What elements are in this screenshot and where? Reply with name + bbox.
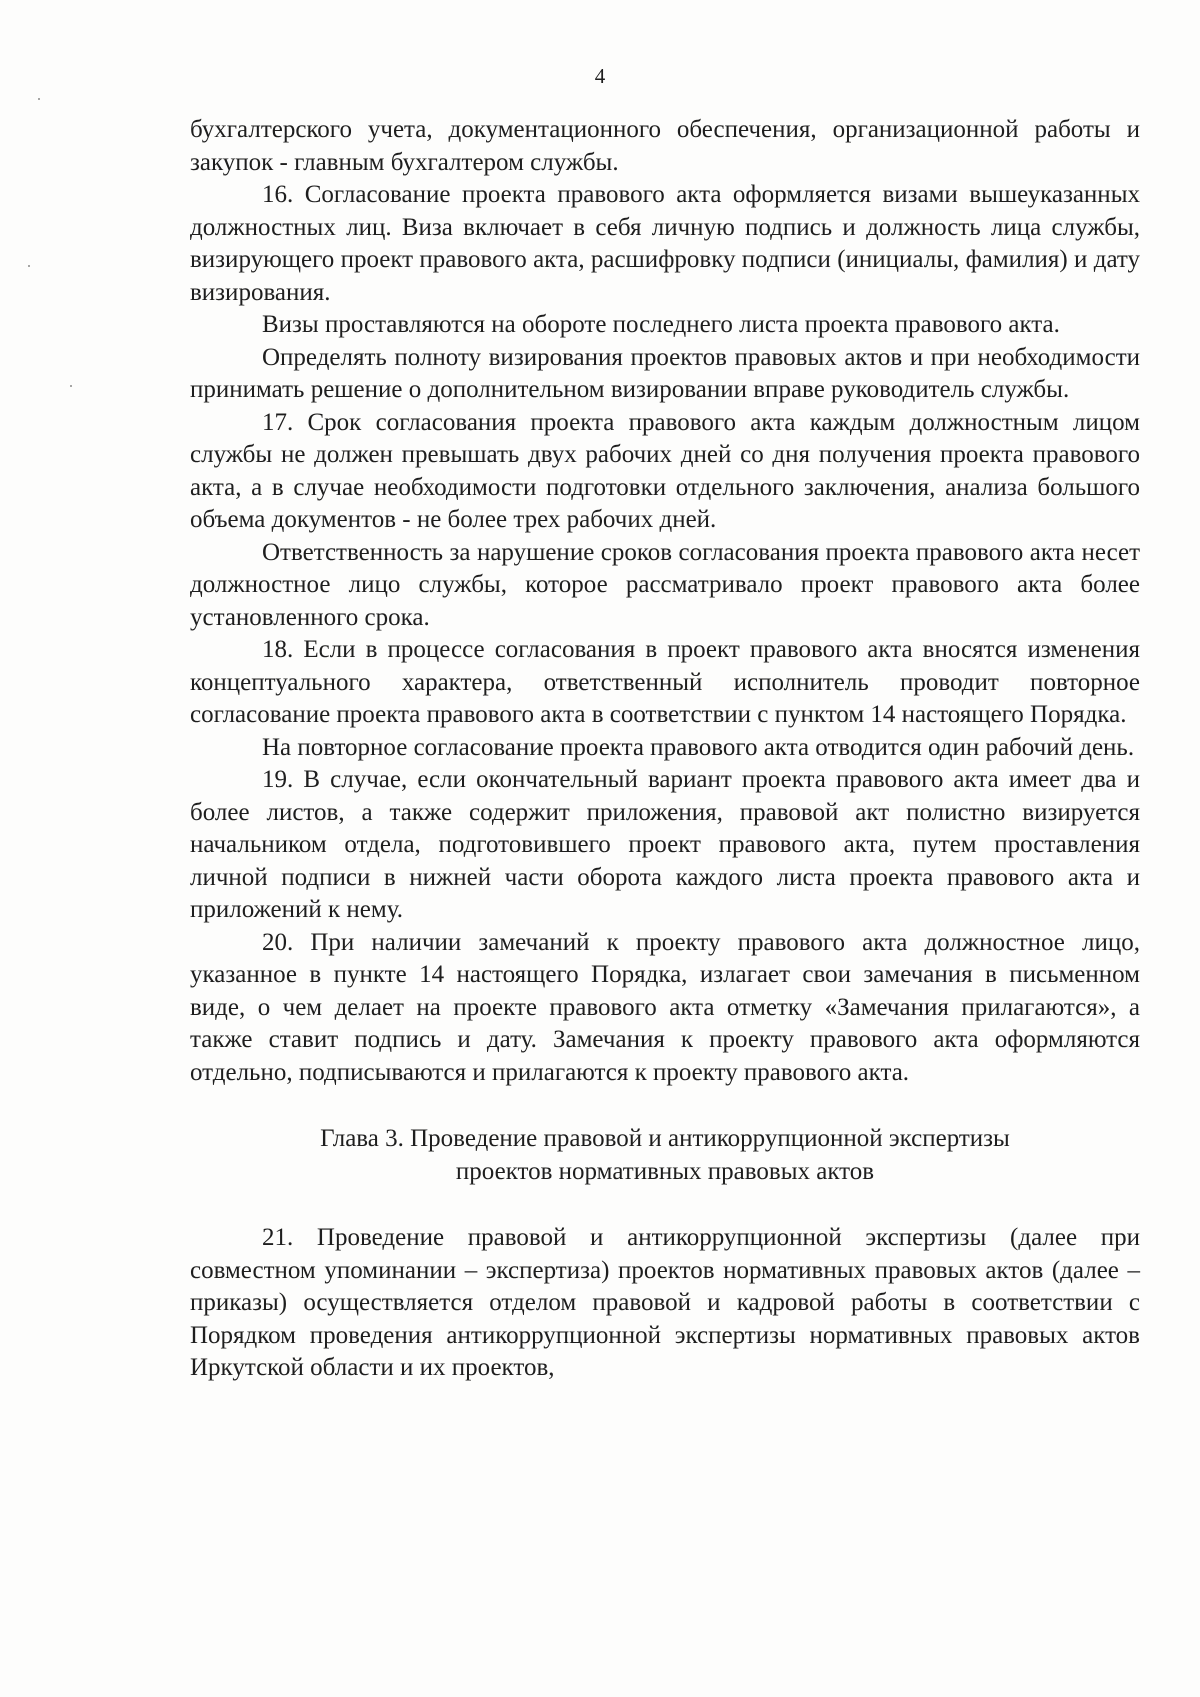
paragraph-19: 19. В случае, если окончательный вариант проекта правового акта имеет два и более листов, а также содержит приложения, правовой акт полистно визируется начальником отдела, подготовившего проект правового акта, путем проставления личной подписи в нижней части оборота каждого листа проекта правового акта и приложений к нему. [190, 766, 1140, 923]
chapter-heading [190, 1123, 1140, 1188]
paragraph-continuation: бухгалтерского учета, документационного обеспечения, организационной работы и закупок - главным бухгалтером службы. [190, 116, 1140, 176]
paragraph-visa-placement: Визы проставляются на обороте последнего листа проекта правового акта. [262, 311, 1060, 338]
scan-artifact-dot [38, 98, 40, 100]
paragraph-20: 20. При наличии замечаний к проекту правового акта должностное лицо, указанное в пункте 14 настоящего Порядка, излагает свои замечания в письменном виде, о чем делает на проекте правового акта отметку «Замечания прилагаются», а также ставит подпись и дату. Замечания к проекту правового акта оформляются отдельно, подписываются и прилагаются к проекту правового акта. [190, 928, 1140, 1086]
document-body [190, 114, 1140, 1385]
scan-artifact-dot [70, 385, 72, 387]
paragraph-16: 16. Согласование проекта правового акта оформляется визами вышеуказанных должностных лиц. Виза включает в себя личную подпись и должность лица службы, визирующего проект правового акта, расшифровку подписи (инициалы, фамилия) и дату визирования. [190, 181, 1140, 306]
paragraph-visa-completeness: Определять полноту визирования проектов правовых актов и при необходимости принимать решение о дополнительном визировании вправе руководитель службы. [190, 343, 1140, 403]
page-number: 4 [594, 64, 606, 88]
paragraph-21: 21. Проведение правовой и антикоррупционной экспертизы (далее при совместном упоминании – экспертиза) проектов нормативных правовых актов (далее – приказы) осуществляется отделом правовой и кадровой работы в соответствии с Порядком проведения антикоррупционной экспертизы нормативных правовых актов Иркутской области и их проектов, [190, 1224, 1140, 1381]
paragraph-17: 17. Срок согласования проекта правового акта каждым должностным лицом службы не должен превышать двух рабочих дней со дня получения проекта правового акта, а в случае необходимости подготовки отдельного заключения, анализа большого объема документов - не более трех рабочих дней. [190, 408, 1140, 533]
paragraph-responsibility: Ответственность за нарушение сроков согласования проекта правового акта несет должностное лицо службы, которое рассматривало проект правового акта более установленного срока. [190, 538, 1140, 631]
chapter-title-line-2: проектов нормативных правовых актов [455, 1157, 875, 1185]
chapter-title-line-1: Глава 3. Проведение правовой и антикоррупционной экспертизы [320, 1125, 1010, 1152]
paragraph-repeat-approval: На повторное согласование проекта правового акта отводится один рабочий день. [262, 733, 1135, 761]
paragraph-18: 18. Если в процессе согласования в проект правового акта вносятся изменения концептуального характера, ответственный исполнитель проводит повторное согласование проекта правового акта в соответствии с пунктом 14 настоящего Порядка. [190, 636, 1140, 728]
scan-artifact-dot [28, 265, 30, 267]
